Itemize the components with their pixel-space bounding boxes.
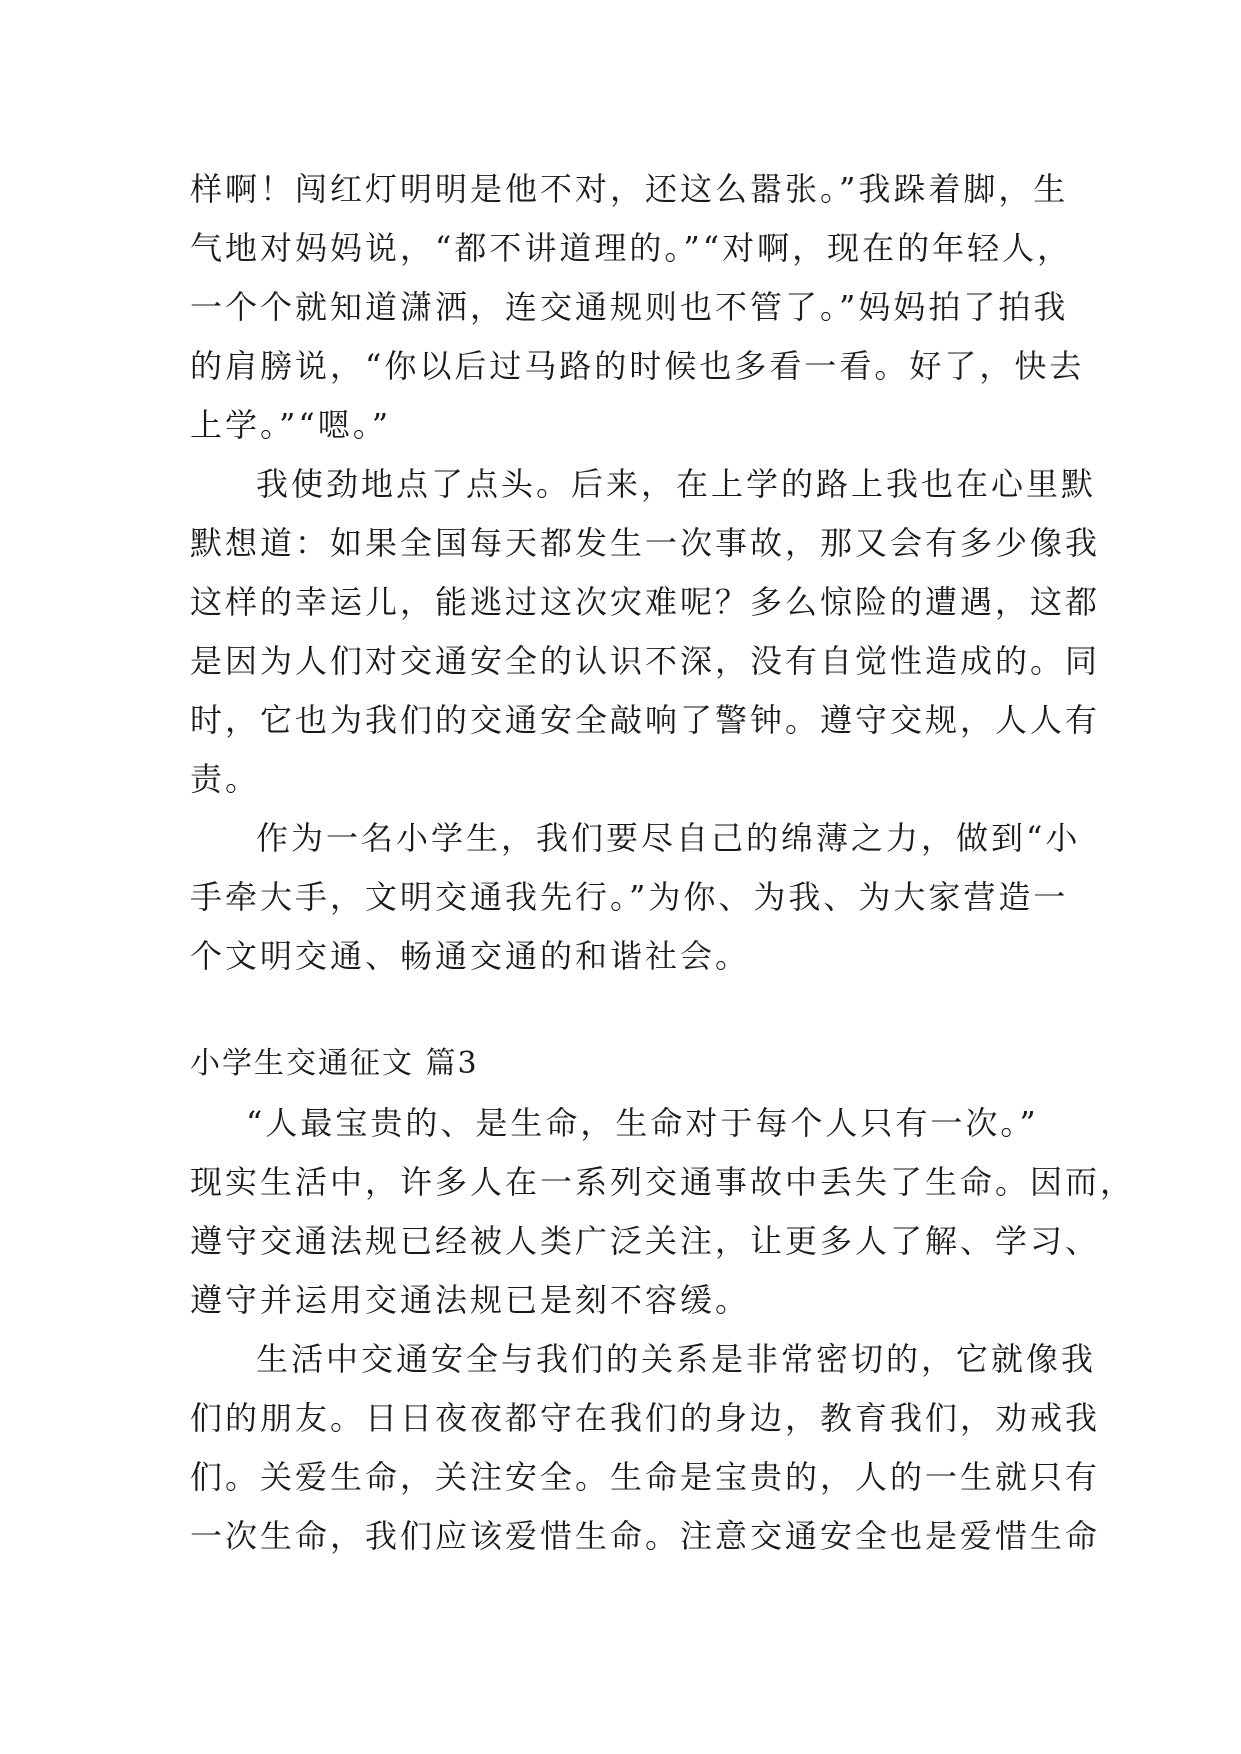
text-line: 的肩膀说，“你以后过马路的时候也多看一看。好了，快去 <box>190 347 1085 385</box>
text-line: “人最宝贵的、是生命，生命对于每个人只有一次。” <box>246 1104 1039 1142</box>
paragraph-continued <box>190 160 1085 455</box>
paragraph <box>190 455 1101 809</box>
text-line: 一次生命，我们应该爱惜生命。注意交通安全也是爱惜生命 <box>190 1517 1101 1555</box>
document-body <box>190 160 1136 1566</box>
text-line: 遵守交通法规已经被人类广泛关注，让更多人了解、学习、 <box>190 1222 1101 1260</box>
text-line: 遵守并运用交通法规已是刻不容缓。 <box>190 1281 751 1319</box>
text-line: 我使劲地点了点头。后来，在上学的路上我也在心里默 <box>256 465 1097 503</box>
paragraph <box>190 1094 1136 1330</box>
text-line: 作为一名小学生，我们要尽自己的绵薄之力，做到“小 <box>256 819 1081 857</box>
text-line: 责。 <box>190 760 261 798</box>
text-line: 生活中交通安全与我们的关系是非常密切的，它就像我 <box>256 1340 1097 1378</box>
text-line: 个文明交通、畅通交通的和谐社会。 <box>190 937 751 975</box>
text-line: 一个个就知道潇洒，连交通规则也不管了。”妈妈拍了拍我 <box>190 288 1069 326</box>
text-line: 时，它也为我们的交通安全敲响了警钟。遵守交规，人人有 <box>190 701 1101 739</box>
text-line: 现实生活中，许多人在一系列交通事故中丢失了生命。因而， <box>190 1163 1136 1201</box>
text-line: 默想道：如果全国每天都发生一次事故，那又会有多少像我 <box>190 524 1101 562</box>
text-line: 气地对妈妈说，“都不讲道理的。”“对啊，现在的年轻人， <box>190 229 1073 267</box>
paragraph <box>190 1330 1101 1566</box>
text-line: 手牵大手，文明交通我先行。”为你、为我、为大家营造一 <box>190 878 1069 916</box>
text-line: 们。关爱生命，关注安全。生命是宝贵的，人的一生就只有 <box>190 1458 1101 1496</box>
section-heading: 小学生交通征文 篇3 <box>190 1046 479 1081</box>
text-line: 们的朋友。日日夜夜都守在我们的身边，教育我们，劝戒我 <box>190 1399 1101 1437</box>
text-line: 是因为人们对交通安全的认识不深，没有自觉性造成的。同 <box>190 642 1101 680</box>
text-line: 这样的幸运儿，能逃过这次灾难呢？多么惊险的遭遇，这都 <box>190 583 1101 621</box>
text-line: 样啊！闯红灯明明是他不对，还这么嚣张。”我跺着脚，生 <box>190 170 1069 208</box>
paragraph <box>190 809 1081 986</box>
text-line: 上学。”“嗯。” <box>190 406 392 444</box>
